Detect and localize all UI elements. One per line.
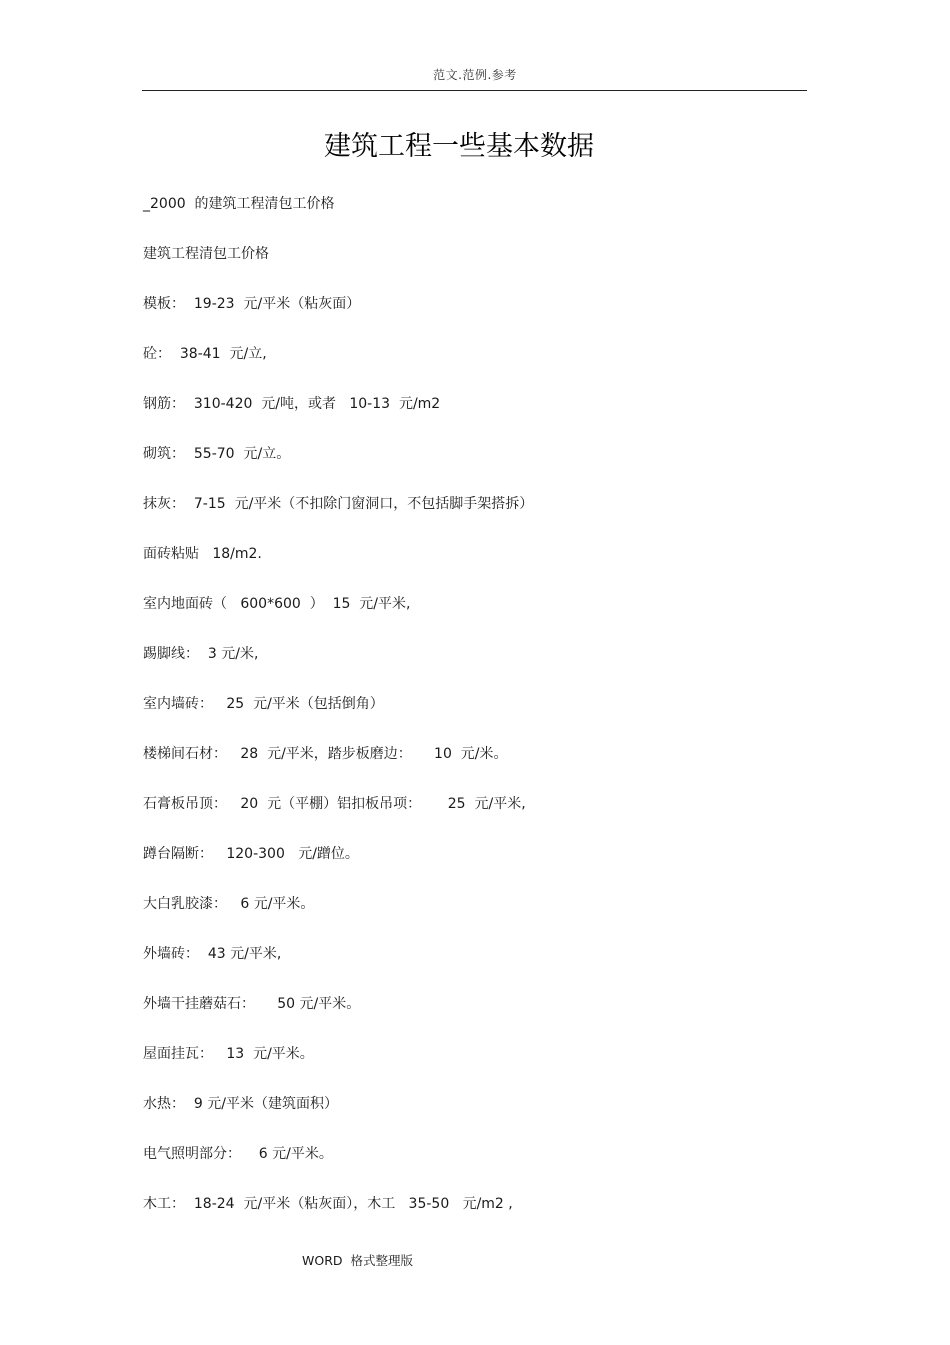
text-line: 建筑工程清包工价格 — [143, 246, 269, 262]
text-line: 砌筑： 55-70 元/立。 — [143, 446, 291, 462]
text-line: 砼： 38-41 元/立, — [143, 346, 267, 362]
text-line: 踢脚线： 3 元/米, — [143, 646, 259, 662]
price-list — [143, 194, 807, 1244]
text-line: 室内地面砖（ 600*600 ） 15 元/平米, — [143, 596, 411, 612]
text-line: 外墙砖： 43 元/平米, — [143, 946, 282, 962]
text-line: 水热： 9 元/平米（建筑面积） — [143, 1096, 338, 1112]
text-line: 蹲台隔断： 120-300 元/蹭位。 — [143, 846, 359, 862]
text-line: 屋面挂瓦： 13 元/平米。 — [143, 1046, 314, 1062]
text-line: 石膏板吊顶： 20 元（平棚）铝扣板吊项： 25 元/平米, — [143, 796, 526, 812]
text-line: 木工： 18-24 元/平米（粘灰面），木工 35-50 元/m2 , — [143, 1196, 513, 1212]
text-line: 外墙干挂蘑菇石： 50 元/平米。 — [143, 996, 361, 1012]
page-footer: WORD 格式整理版 — [302, 1253, 413, 1268]
text-line: 大白乳胶漆： 6 元/平米。 — [143, 896, 315, 912]
header-divider — [142, 90, 807, 91]
document-title: 建筑工程一些基本数据 — [324, 131, 594, 162]
text-line: 楼梯间石材： 28 元/平米，踏步板磨边： 10 元/米。 — [143, 746, 508, 762]
text-line: _2000 的建筑工程清包工价格 — [143, 196, 335, 212]
text-line: 钢筋： 310-420 元/吨，或者 10-13 元/m2 — [143, 396, 441, 412]
text-line: 面砖粘贴 18/m2. — [143, 546, 262, 562]
text-line: 模板： 19-23 元/平米（粘灰面） — [143, 296, 361, 312]
text-line: 抹灰： 7-15 元/平米（不扣除门窗洞口，不包括脚手架搭拆） — [143, 496, 534, 512]
page-header: 范文.范例.参考 — [433, 68, 517, 82]
text-line: 室内墙砖： 25 元/平米（包括倒角） — [143, 696, 384, 712]
text-line: 电气照明部分： 6 元/平米。 — [143, 1146, 333, 1162]
